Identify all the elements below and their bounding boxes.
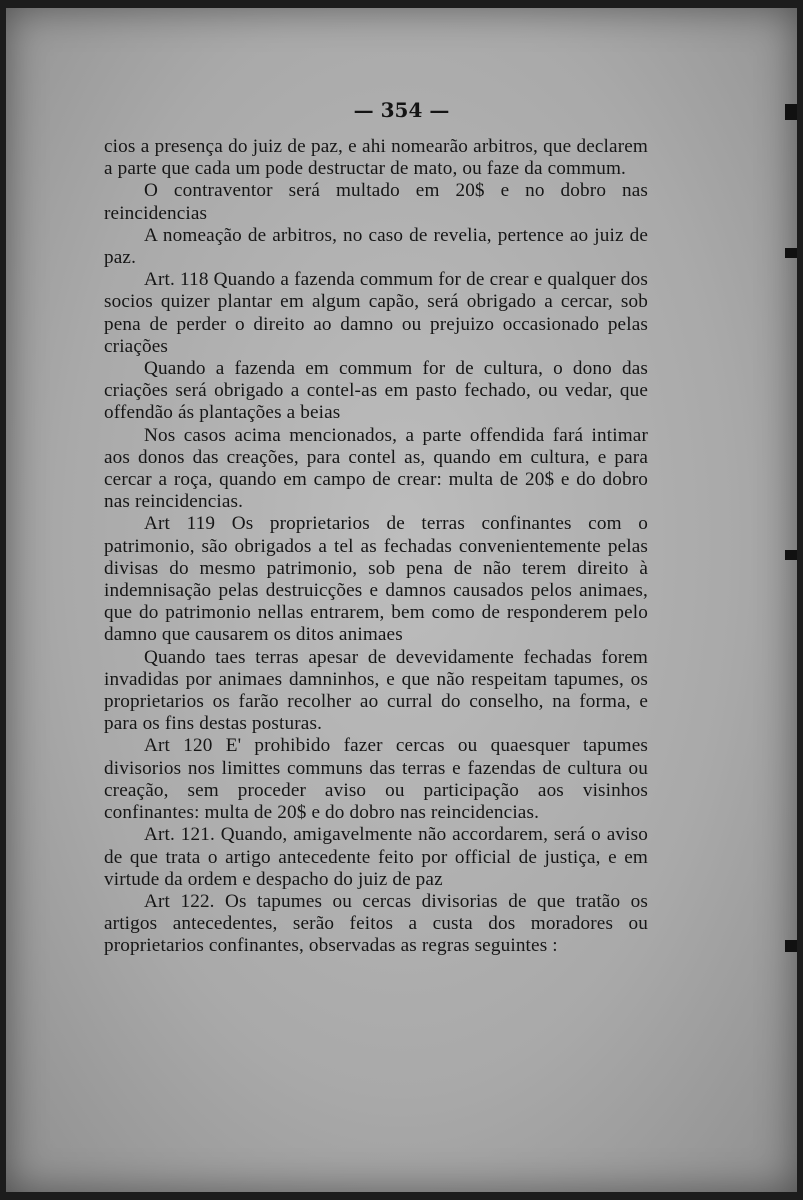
paragraph: Art. 121. Quando, amigavelmente não accordarem, será o aviso de que trata o artigo antecedente feito por official de justiça, e em virtude da ordem e despacho do juiz de paz [104, 824, 648, 890]
paragraph: Art 120 E' prohibido fazer cercas ou quaesquer tapumes divisorios nos limittes communs das terras e fazendas de cultura ou creação, sem proceder aviso ou participação aos visinhos confinantes: multa de 20$ e do dobro nas reincidencias. [104, 735, 648, 824]
page-edge-mark [785, 550, 797, 560]
page-edge-mark [785, 248, 797, 258]
paragraph: O contraventor será multado em 20$ e no dobro nas reincidencias [104, 180, 648, 224]
paragraph: Art 119 Os proprietarios de terras confinantes com o patrimonio, são obrigados a tel as fechadas convenientemente pelas divisas do mesmo patrimonio, sob pena de não terem direito à indemnisação pelas destruicções e damnos causados pelos animaes, que do patrimonio nellas entrarem, bem como de responderem pelo damno que causarem os ditos animaes [104, 513, 648, 646]
document-page [6, 8, 797, 1192]
paragraph: Art. 118 Quando a fazenda commum for de crear e qualquer dos socios quizer plantar em algum capão, será obrigado a cercar, sob pena de perder o direito ao damno ou prejuizo occasionado pelas criações [104, 269, 648, 357]
paragraph: A nomeação de arbitros, no caso de revelia, pertence ao juiz de paz. [104, 224, 648, 269]
paragraph: Nos casos acima mencionados, a parte offendida fará intimar aos donos das creações, para contel as, quando em cultura, e para cercar a roça, quando em campo de crear: multa de 20$ e do dobro nas reincidencias. [104, 424, 648, 513]
paragraph: Quando a fazenda em commum for de cultura, o dono das criações será obrigado a contel-as em pasto fechado, ou vedar, que offendão ás plantações a beias [104, 358, 648, 424]
page-edge-mark [785, 940, 797, 952]
paragraph: Art 122. Os tapumes ou cercas divisorias de que tratão os artigos antecedentes, serão feitos a custa dos moradores ou proprietarios confinantes, observadas as regras seguintes : [104, 890, 648, 957]
paragraph: cios a presença do juiz de paz, e ahi nomearão arbitros, que declarem a parte que cada um pode destructar de mato, ou faze da commum. [104, 136, 648, 180]
paragraph: Quando taes terras apesar de devevidamente fechadas forem invadidas por animaes damninhos, e que não respeitam tapumes, os proprietarios os farão recolher ao curral do conselho, na forma, e para os fins destas posturas. [104, 646, 648, 735]
body-text [104, 136, 648, 958]
page-number: — 354 — [353, 98, 450, 122]
